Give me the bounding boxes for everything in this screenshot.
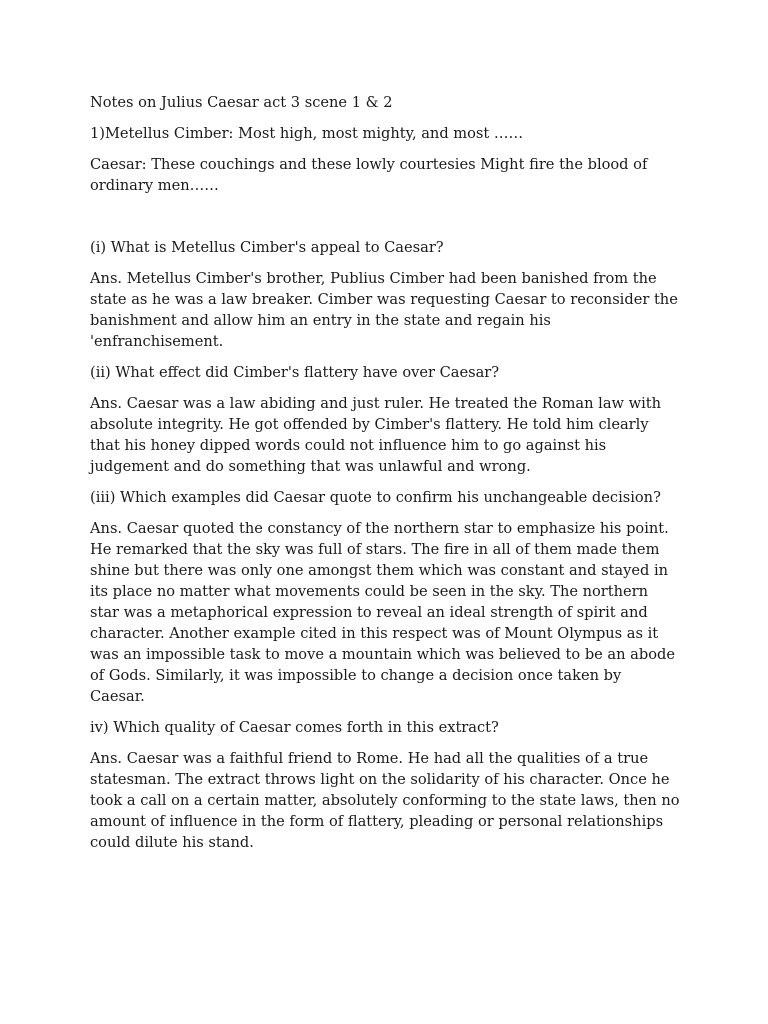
answer-4: Ans. Caesar was a faithful friend to Rome. He had all the qualities of a true statesman. The extract throws light on the solidarity of his character. Once he took a call on a certain matter, absolutely conforming to the state laws, then no amount of influence in the form of flattery, pleading or personal relationships could dilute his stand. xyxy=(90,750,680,851)
quote-metellus: 1)Metellus Cimber: Most high, most mighty, and most …… xyxy=(90,125,524,142)
quote-caesar: Caesar: These couchings and these lowly courtesies Might fire the blood of ordinary men…… xyxy=(90,156,648,194)
question-1: (i) What is Metellus Cimber's appeal to Caesar? xyxy=(90,239,444,256)
answer-1: Ans. Metellus Cimber's brother, Publius Cimber had been banished from the state as he was a law breaker. Cimber was requesting Caesar to reconsider the banishment and allow him an entry in the state and regain his 'enfranchisement. xyxy=(90,270,678,350)
spacer xyxy=(90,206,680,237)
answer-3: Ans. Caesar quoted the constancy of the northern star to emphasize his point. He remarked that the sky was full of stars. The fire in all of them made them shine but there was only one amongst them which was constant and stayed in its place no matter what movements could be seen in the sky. The northern star was a metaphorical expression to reveal an ideal strength of spirit and character. Another example cited in this respect was of Mount Olympus as it was an impossible task to move a mountain which was believed to be an abode of Gods. Similarly, it was impossible to change a decision once taken by Caesar. xyxy=(90,520,675,705)
document-title: Notes on Julius Caesar act 3 scene 1 & 2 xyxy=(90,94,393,111)
question-2: (ii) What effect did Cimber's flattery have over Caesar? xyxy=(90,364,500,381)
answer-2: Ans. Caesar was a law abiding and just ruler. He treated the Roman law with absolute integrity. He got offended by Cimber's flattery. He told him clearly that his honey dipped words could not influence him to go against his judgement and do something that was unlawful and wrong. xyxy=(90,395,662,475)
document-body xyxy=(90,92,680,863)
question-3: (iii) Which examples did Caesar quote to confirm his unchangeable decision? xyxy=(90,489,661,506)
question-4: iv) Which quality of Caesar comes forth in this extract? xyxy=(90,719,499,736)
